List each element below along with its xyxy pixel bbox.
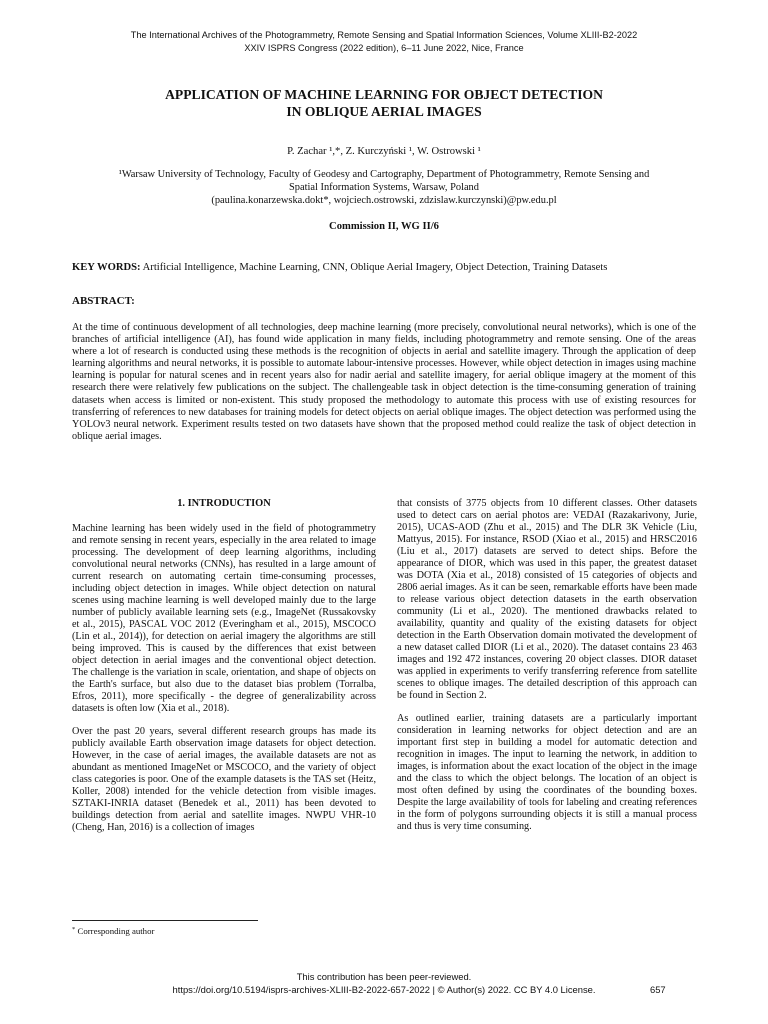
keywords-text: Artificial Intelligence, Machine Learning, CNN, Oblique Aerial Imagery, Object Detection, Training Datasets [142, 262, 608, 273]
commission: Commission II, WG II/6 [329, 221, 439, 232]
footnote-divider [72, 920, 258, 921]
section-heading-introduction: 1. INTRODUCTION [177, 498, 271, 509]
paragraph-2: Over the past 20 years, several different research groups has made its publicly available Earth observation image datasets for object detection. However, in the case of aerial images, the available datasets are not as abundant as mentioned ImageNet or MSCOCO, and the variety of object class categories is poor. One of the example datasets is the TAS set (Heitz, Koller, 2008) intended for the vehicle detection from visible images. SZTAKI-INRIA dataset (Benedek et al., 2011) has been devoted to buildings detection from aerial and satellite images. NWPU VHR-10 (Cheng, Han, 2016) is a collection of images [72, 726, 376, 833]
footnote-text: Corresponding author [77, 926, 155, 936]
affiliation [70, 168, 698, 207]
authors: P. Zachar ¹,*, Z. Kurczyński ¹, W. Ostrowski ¹ [287, 146, 481, 157]
footnote-mark: * [72, 926, 76, 933]
left-column [72, 498, 376, 845]
paragraph-4: As outlined earlier, training datasets are a particularly important consideration in learning networks for object detection and are an important first step in building a model for automatic detection and recognition in images. The input to learning the network, in addition to images, is information about the exact location of the object in the image and the class to which the object belongs. The location of an object is most often defined by using the coordinates of the bounding boxes. Despite the large availability of tools for labeling and creating references in the form of polygons surrounding objects it is still a manual process and thus is very time consuming. [397, 713, 697, 832]
footer-doi-link[interactable]: https://doi.org/10.5194/isprs-archives-XLIII-B2-2022-657-2022 | © Author(s) 2022. CC BY 4.0 License. [172, 984, 596, 995]
affiliation-emails: (paulina.konarzewska.dokt*, wojciech.ostrowski, zdzislaw.kurczynski)@pw.edu.pl [211, 195, 557, 206]
paragraph-3: that consists of 3775 objects from 10 different classes. Other datasets used to detect cars on aerial photos are: VEDAI (Razakarivony, Jurie, 2015), UCAS-AOD (Zhu et al., 2015) and The DLR 3K Vehicle (Liu, Mattyus, 2015). For instance, RSOD (Xiao et al., 2015) and HRSC2016 (Liu et al., 2017) datasets are served to detect ships. Before the appearance of DIOR, which was used in this paper, the greatest dataset was DOTA (Xia et al., 2018) consisted of 15 categories of objects and 2806 aerial images. As it can be seen, remarkable efforts have been made to release various object detection datasets in the earth observation community (Li et al., 2020). The mentioned drawbacks related to availability, quantity and quality of the existing datasets for object detection in the Earth Observation domain motivated the development of a new dataset called DIOR (Li et al., 2020). The dataset contains 23 463 images and 192 472 instances, covering 20 object classes. DIOR dataset was applied in experiments to verify transferring reference from satellite scenes to oblique images. The detailed description of this approach can be found in Section 2. [397, 498, 697, 701]
page-number: 657 [650, 984, 666, 995]
abstract-heading: ABSTRACT: [72, 295, 135, 307]
keywords [72, 262, 702, 273]
header-line-2: XXIV ISPRS Congress (2022 edition), 6–11 June 2022, Nice, France [244, 42, 524, 53]
right-column [397, 498, 697, 844]
paragraph-1: Machine learning has been widely used in the field of photogrammetry and remote sensing in recent years, especially in the area related to image processing. The development of deep learning algorithms, including convolutional neural networks (CNNs), has resulted in a large amount of current research on automating certain time-consuming processes, including object detection in images. While object detection on natural scenes using machine learning is well developed mainly due to the large number of publicly available learning sets (e.g., ImageNet (Russakovsky et al., 2015), PASCAL VOC 2012 (Everingham et al., 2015), MSCOCO (Lin et al., 2014)), for detection on aerial imagery the algorithms are still being improved. This is caused by the differences that exist between object detection in aerial images and the conventional object detection. The challenge is the variation in scale, orientation, and shape of objects on the Earth's surface, but also due to the dataset bias problem (Torralba, Efros, 2011), more specifically - the degree of generalizability across datasets is often low (Xia et al., 2018). [72, 523, 376, 714]
title-line-2: IN OBLIQUE AERIAL IMAGES [286, 104, 482, 119]
header-line-1: The International Archives of the Photogrammetry, Remote Sensing and Spatial Information Sciences, Volume XLIII-B2-2022 [130, 30, 638, 40]
title-line-1: APPLICATION OF MACHINE LEARNING FOR OBJECT DETECTION [165, 87, 603, 102]
paper-title [40, 86, 728, 120]
abstract-text: At the time of continuous development of all technologies, deep machine learning (more precisely, convolutional neural networks), which is one of the branches of artificial intelligence (AI), has found wide application in many fields, including photogrammetry and remote sensing. One of the areas where a lot of research is conducted using these methods is the recognition of objects in aerial and satellite imagery. Through the application of deep learning algorithms and neural networks, it is possible to automate labour-intensive processes. However, while object detection in images using machine learning is popular for natural scenes and in recent years also for nadir aerial and satellite imagery, for aerial oblique imagery at the moment of this research there were relatively few publications on the subject. The challengeable task in object detection is the time-consuming generation of training datasets when access is limited or non-existent. This study proposed the methodology to automate this process with use of existing resources for transferring of references to new databases for training models for detect objects on aerial oblique images. The object detection was performed using the YOLOv3 neural network. Experiment results tested on two datasets have shown that the proposed method could realize the task of object detection in oblique aerial images. [72, 322, 696, 442]
footer-peer-review: This contribution has been peer-reviewed. [296, 971, 472, 982]
page-header [0, 29, 768, 54]
footnote [72, 926, 154, 936]
affiliation-line-2: Spatial Information Systems, Warsaw, Poland [289, 182, 479, 193]
affiliation-line-1: ¹Warsaw University of Technology, Faculty of Geodesy and Cartography, Department of Photogrammetry, Remote Sensing and [118, 169, 650, 180]
keywords-label: KEY WORDS: [72, 262, 141, 273]
